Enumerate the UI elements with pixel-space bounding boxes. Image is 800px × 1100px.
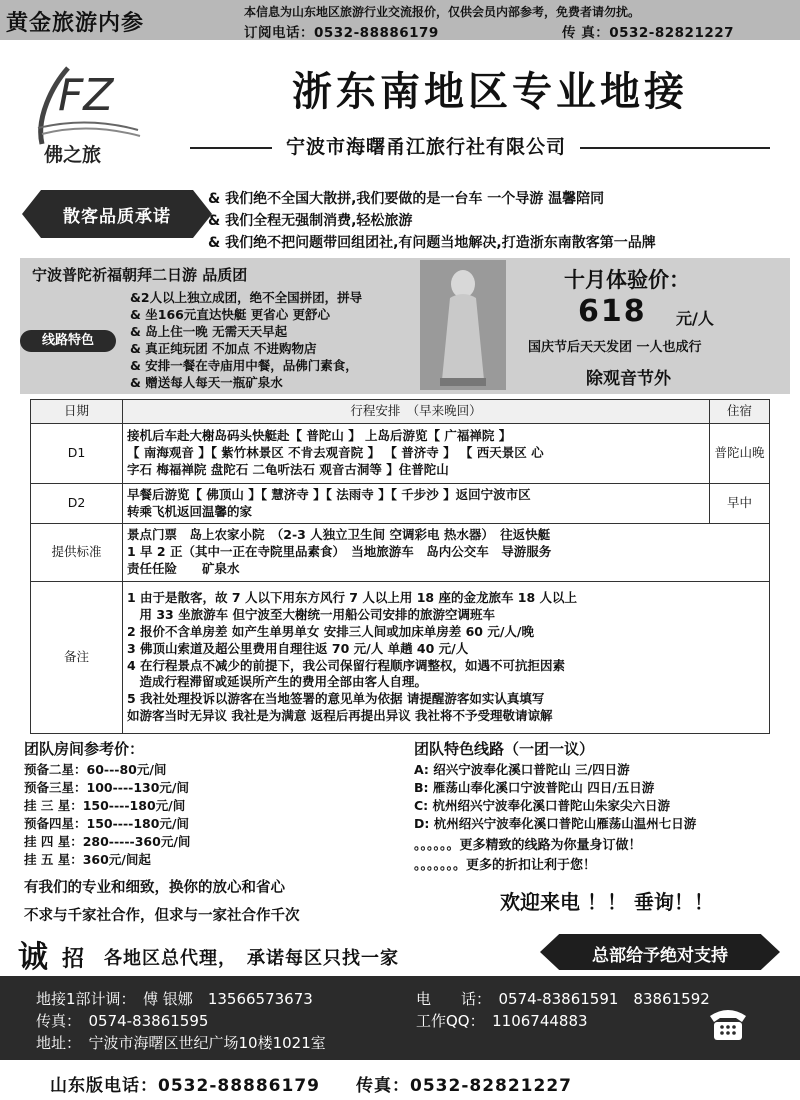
note-line: 1 由于是散客，故 7 人以下用东方风行 7 人以上用 18 座的金龙旅车 18 人以上 [127, 590, 578, 605]
promise-badge-label: 散客品质承诺 [63, 207, 171, 227]
feature-item: &2人以上独立成团，绝不全国拼团，拼导 [130, 290, 363, 305]
room-rate: 预备四星：150----180元/间 [24, 816, 190, 831]
row-date: D2 [31, 484, 123, 524]
routes-title: 团队特色线路（一团一议） [414, 740, 595, 758]
itinerary-table [30, 399, 770, 734]
price-title: 十月体验价： [564, 268, 690, 292]
feature-item: & 安排一餐在寺庙用中餐，品佛门素食， [130, 358, 358, 373]
price-note: 国庆节后天天发团 一人也成行 [528, 340, 702, 355]
header-schedule: 行程安排 （早来晚回） [123, 400, 710, 424]
row-stay: 普陀山晚 [710, 424, 770, 484]
room-rate: 挂 五 星：360元/间起 [24, 852, 151, 867]
route-item: B: 雁荡山奉化溪口宁波普陀山 四日/五日游 [414, 780, 655, 795]
schedule-line: 接机后车赴大榭岛码头快艇赴【 普陀山 】 上岛后游览【 广福禅院 】 [127, 428, 512, 444]
row-schedule [123, 484, 710, 524]
schedule-line: 转乘飞机返回温馨的家 [127, 503, 253, 519]
feature-item: & 坐166元直达快艇 更省心 更舒心 [130, 307, 331, 322]
slogan-line: 有我们的专业和细致，换你的放心和省心 [24, 880, 285, 896]
price-unit: 元/人 [676, 309, 714, 328]
route-item: C: 杭州绍兴宁波奉化溪口普陀山朱家尖六日游 [414, 798, 671, 813]
standard-content [123, 524, 770, 582]
telephone-icon [706, 1002, 750, 1042]
feature-item: & 岛上住一晚 无需天天早起 [130, 324, 288, 339]
recruit-text: 各地区总代理， 承诺每区只找一家 [104, 948, 399, 969]
support-label: 总部给予绝对支持 [592, 946, 728, 966]
header-stay: 住宿 [710, 400, 770, 424]
standard-label: 提供标准 [31, 524, 123, 582]
note-line: 4 在行程景点不减少的前提下，我公司保留行程顺序调整权，如遇不可抗拒因素 [127, 657, 566, 673]
product-title: 宁波普陀祈福朝拜二日游 品质团 [32, 266, 248, 284]
guanyin-statue-image [420, 260, 506, 390]
note-line: 2 报价不含单房差 如产生单男单女 安排三人间或加床单房差 60 元/人/晚 [127, 623, 534, 639]
note-line: 造成行程滞留或延误所产生的费用全部由客人自理。 [127, 674, 428, 690]
recruit-mark: 诚 [18, 940, 48, 975]
price-value: 618 [578, 294, 647, 329]
route-item: D: 杭州绍兴宁波奉化溪口普陀山雁荡山温州七日游 [414, 816, 697, 831]
schedule-line: 早餐后游览【 佛顶山 】【 慧济寺 】【 法雨寺 】【 千步沙 】返回宁波市区 [127, 486, 531, 502]
price-exception: 除观音节外 [586, 369, 671, 389]
feature-item: & 真正纯玩团 不加点 不进购物店 [130, 341, 317, 356]
standard-line: 1 早 2 正（其中一正在寺院里品素食） 当地旅游车 岛内公交车 导游服务 [127, 544, 552, 560]
promise-item: & 我们绝不全国大散拼,我们要做的是一台车 一个导游 温馨陪同 [208, 191, 605, 207]
logo-name: 佛之旅 [44, 144, 102, 166]
standard-line: 责任任险 矿泉水 [127, 560, 240, 576]
schedule-line: 字石 梅福禅院 盘陀石 二龟听法石 观音古洞等 】住普陀山 [127, 461, 449, 477]
contact-fax: 传真： 0574-83861595 [36, 1012, 209, 1030]
table-header-row [31, 400, 770, 424]
table-row [31, 524, 770, 582]
note-line: 3 佛顶山索道及超公里费用自理往返 70 元/人 单趟 40 元/人 [127, 640, 469, 656]
welcome-text: 欢迎来电 ！！ 垂询！！ [500, 890, 714, 914]
recruit-mark-small: 招 [62, 947, 85, 972]
standard-line: 景点门票 岛上农家小院 （2-3 人独立卫生间 空调彩电 热水器） 往返快艇 [127, 527, 551, 543]
bottom-contact: 山东版电话：0532-88886179 传真：0532-82821227 [50, 1076, 572, 1096]
table-row [31, 424, 770, 484]
room-rate: 预备二星：60---80元/间 [24, 762, 167, 777]
contact-person: 地接1部计调： 傅 银娜 13566573673 [36, 990, 313, 1008]
notice-text: 本信息为山东地区旅游行业交流报价，仅供会员内部参考，免费者请勿扰。 [244, 5, 641, 19]
contact-address: 地址： 宁波市海曙区世纪广场10楼1021室 [36, 1034, 326, 1052]
rooms-title: 团队房间参考价： [24, 740, 145, 758]
notes-label: 备注 [31, 582, 123, 734]
promise-badge [22, 190, 212, 238]
note-line: 如游客当时无异议 我社是为满意 返程后再提出异议 我社将不予受理敬请谅解 [127, 708, 553, 724]
contact-tel: 电 话： 0574-83861591 83861592 [416, 990, 710, 1008]
feature-item: & 赠送每人每天一瓶矿泉水 [130, 375, 283, 390]
headline: 浙东南地区专业地接 [292, 69, 688, 115]
promise-item: & 我们绝不把问题带回组团社,有问题当地解决,打造浙东南散客第一品牌 [208, 235, 656, 251]
discount-note: 。。。。。。。更多的折扣让利于您！ [414, 858, 597, 873]
svg-text:FZ: FZ [58, 70, 114, 121]
room-rate: 预备三星：100----130元/间 [24, 780, 190, 795]
header-date: 日期 [31, 400, 123, 424]
contact-qq: 工作QQ： 1106744883 [416, 1012, 588, 1030]
header-fax: 传 真：0532-82821227 [562, 25, 735, 41]
order-phone: 订阅电话：0532-88886179 [244, 25, 439, 41]
promise-item: & 我们全程无强制消费,轻松旅游 [208, 213, 413, 229]
features-badge: 线路特色 [20, 330, 116, 352]
table-row [31, 484, 770, 524]
table-row [31, 582, 770, 734]
room-rate: 挂 三 星：150----180元/间 [24, 798, 186, 813]
row-schedule [123, 424, 710, 484]
room-rate: 挂 四 星：280-----360元/间 [24, 834, 191, 849]
note-line: 用 33 坐旅游车 但宁波至大榭统一用船公司安排的旅游空调班车 [127, 606, 495, 622]
company-name: 宁波市海曙甬江旅行社有限公司 [272, 132, 580, 159]
slogan-line: 不求与千家社合作，但求与一家社合作千次 [24, 908, 300, 924]
schedule-line: 【 南海观音 】【 紫竹林景区 不肯去观音院 】 【 普济寺 】 【 西天景区 心 [127, 445, 544, 461]
row-stay: 早中 [710, 484, 770, 524]
row-date: D1 [31, 424, 123, 484]
brand-title: 黄金旅游内参 [6, 11, 145, 36]
route-item: A: 绍兴宁波奉化溪口普陀山 三/四日游 [414, 762, 630, 777]
note-line: 5 我社处理投诉以游客在当地签署的意见单为依据 请提醒游客如实认真填写 [127, 691, 545, 707]
more-routes-note: 。。。。。。更多精致的线路为你量身订做！ [414, 838, 642, 853]
notes-content [123, 582, 770, 734]
